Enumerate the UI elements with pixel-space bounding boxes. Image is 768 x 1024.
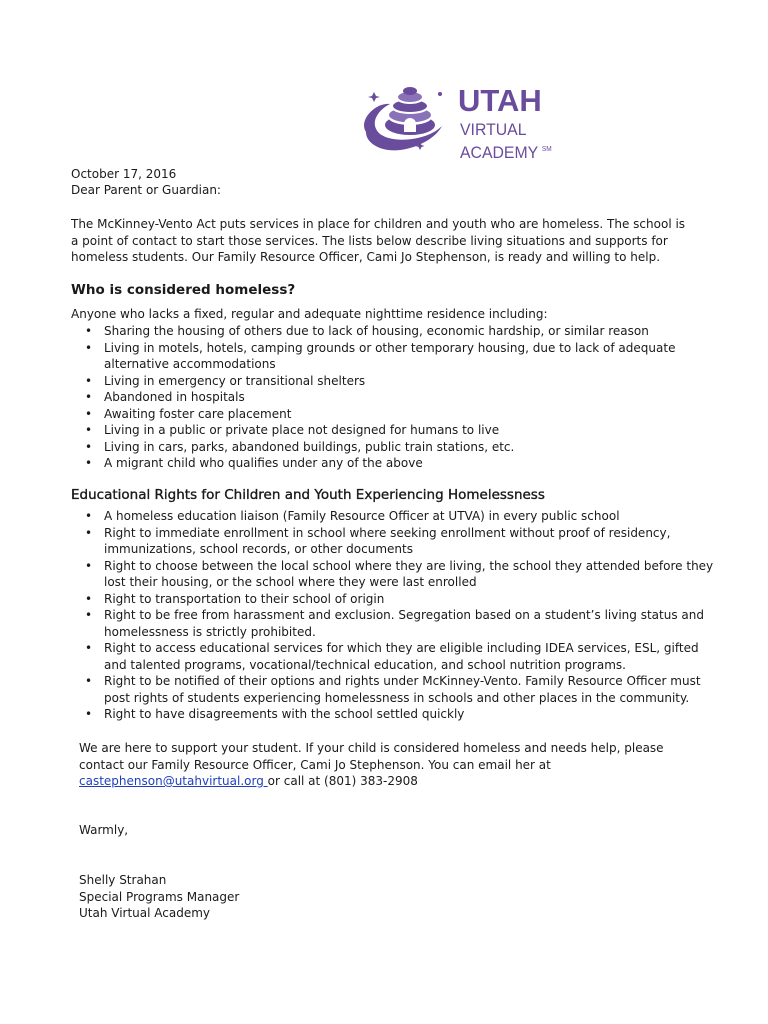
list-item-line: lost their housing, or the school where they were last enrolled [104,575,477,589]
list-item [71,389,675,406]
intro-line: a point of contact to start those services. The lists below describe living situations and supports for [71,233,668,248]
utah-virtual-academy-logo [356,80,626,162]
list-item [71,673,713,706]
list-item [71,525,713,558]
list-item [71,323,675,340]
list-item-line: • Living in cars, parks, abandoned buildings, public train stations, etc. [104,439,515,454]
signature-block [79,872,239,922]
list-item-line: • Right to access educational services for which they are eligible including IDEA services, ESL, gifted [104,641,699,655]
section-heading-educational-rights: Educational Rights for Children and Youth Experiencing Homelessness [71,487,545,503]
list-item-line: • Living in a public or private place not designed for humans to live [104,423,500,437]
signer-organization: Utah Virtual Academy [79,906,211,920]
list-item-line: • Abandoned in hospitals [104,390,245,404]
signoff: Warmly, [79,823,129,837]
list-item [71,591,713,608]
closing-paragraph [79,740,664,790]
list-item-line: alternative accommodations [104,357,276,371]
closing-line: We are here to support your student. If your child is considered homeless and needs help, please [79,741,664,755]
closing-line [79,773,664,790]
list-item [71,439,675,456]
educational-rights-list [71,508,713,723]
list-item-line: • Awaiting foster care placement [104,406,292,421]
list-item-line: • Right to choose between the local school where they are living, the school they attended before they [104,558,714,573]
list-item [71,373,675,390]
beehive-logo-icon [356,80,456,155]
service-mark: SM [541,146,552,153]
list-item-line: • Right to be notified of their options and rights under McKinney-Vento. Family Resource Officer must [104,674,701,688]
letter-greeting: Dear Parent or Guardian: [71,183,221,197]
list-item-line: • Right to be free from harassment and exclusion. Segregation based on a student’s living status and [104,608,704,622]
list-item-line: • Living in motels, hotels, camping grounds or other temporary housing, due to lack of adequate [104,340,676,355]
section1-lead: Anyone who lacks a fixed, regular and adequate nighttime residence including: [71,307,548,321]
email-link[interactable]: castephenson@utahvirtual.org [79,774,268,788]
signer-title: Special Programs Manager [79,889,240,904]
list-item [71,422,675,439]
list-item [71,455,675,472]
list-item [71,640,713,673]
list-item-line: immunizations, school records, or other documents [104,542,413,556]
list-item-line: • Right to have disagreements with the school settled quickly [104,707,465,721]
list-item [71,406,675,423]
list-item-line: • A homeless education liaison (Family Resource Officer at UTVA) in every public school [104,509,620,523]
logo-subtitle: VIRTUAL ACADEMY ℠ [460,120,552,162]
intro-line: The McKinney-Vento Act puts services in place for children and youth who are homeless. The school is [71,217,686,231]
list-item-line: • Living in emergency or transitional shelters [104,373,366,388]
logo-title: UTAH [458,83,542,118]
list-item-line: • Sharing the housing of others due to lack of housing, economic hardship, or similar reason [104,324,649,338]
list-item [71,558,713,591]
list-item [71,340,675,373]
section-heading-who-is-homeless: Who is considered homeless? [71,282,296,298]
list-item-line: and talented programs, vocational/technical education, and school nutrition programs. [104,657,626,672]
list-item-line: homelessness is strictly prohibited. [104,624,316,639]
list-item [71,706,713,723]
homeless-situations-list [71,323,675,472]
list-item-line: post rights of students experiencing homelessness in schools and other places in the community. [104,690,690,705]
list-item-line: • A migrant child who qualifies under any of the above [104,456,423,470]
list-item [71,508,713,525]
intro-paragraph [71,216,685,266]
list-item-line: • Right to immediate enrollment in school where seeking enrollment without proof of residency, [104,525,671,540]
phone-text: or call at (801) 383-2908 [267,774,418,788]
list-item-line: • Right to transportation to their school of origin [104,591,385,606]
closing-line: contact our Family Resource Officer, Cami Jo Stephenson. You can email her at [79,757,551,772]
letter-date: October 17, 2016 [71,167,177,181]
intro-line: homeless students. Our Family Resource Officer, Cami Jo Stephenson, is ready and willing to help. [71,250,661,264]
list-item [71,607,713,640]
signer-name: Shelly Strahan [79,873,167,887]
